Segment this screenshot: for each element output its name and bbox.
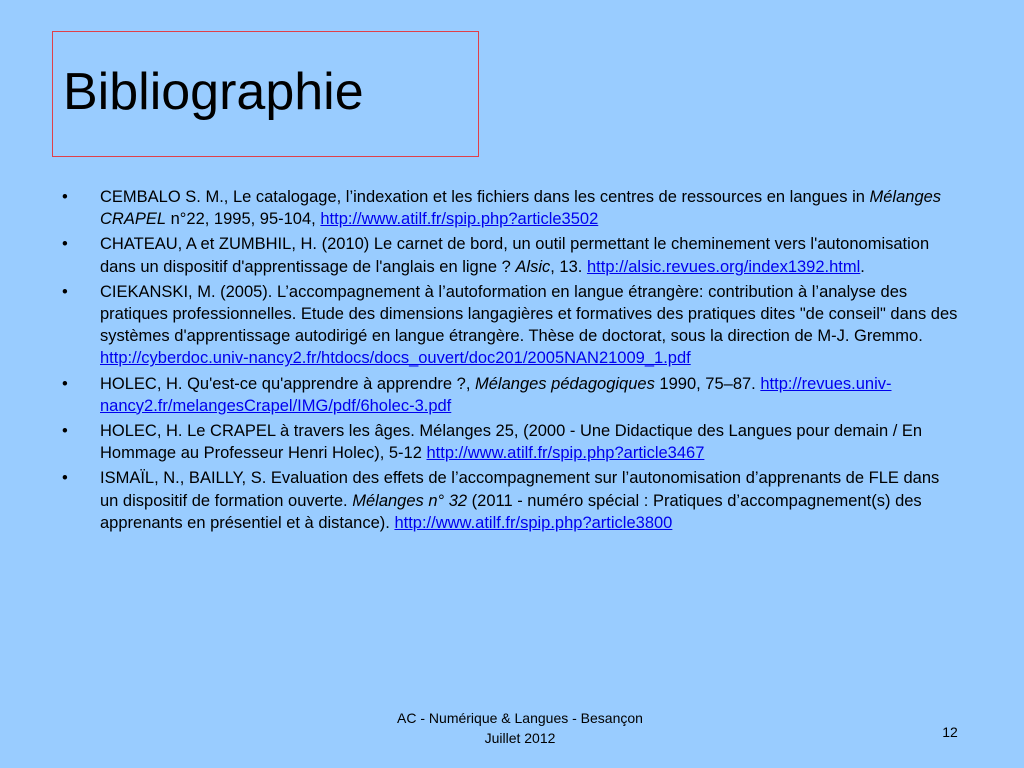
title-box [52, 31, 479, 157]
reference-journal: Alsic [515, 257, 551, 276]
footer-line-2: Juillet 2012 [484, 730, 556, 746]
reference-details: , 13. [550, 257, 587, 276]
footer-line-1: AC - Numérique & Langues - Besançon [397, 710, 643, 726]
reference-end: . [860, 257, 865, 276]
slide-footer [360, 708, 680, 748]
bullet: • [62, 188, 68, 206]
bullet: • [62, 422, 68, 441]
reference-text: CHATEAU, A et ZUMBHIL, H. (2010) Le carnet de bord, un outil permettant le cheminement vers l'autonomisation dans un dispositif d'apprentissage de l'anglais en ligne ? [100, 235, 930, 276]
bullet: • [62, 235, 68, 254]
reference-text: ISMAÏL, N., BAILLY, S. Evaluation des effets de l’accompagnement sur l’autonomisation d’apprenants de FLE dans un dispositif de formation ouverte. [100, 469, 940, 510]
reference-text: HOLEC, H. Le CRAPEL à travers les âges. Mélanges 25, (2000 - Une Didactique des Langues pour demain / En Hommage au Professeur Henri Holec), 5-12 [100, 422, 923, 463]
reference-item [62, 186, 962, 230]
bullet: • [62, 469, 68, 488]
reference-link[interactable]: http://alsic.revues.org/index1392.html [586, 257, 861, 276]
reference-journal: Mélanges n° 32 [352, 491, 468, 510]
reference-details: 1990, 75–87. [654, 374, 761, 393]
reference-item [62, 233, 962, 277]
reference-item [62, 373, 962, 417]
reference-item [62, 467, 962, 534]
reference-text: HOLEC, H. Qu'est-ce qu'apprendre à apprendre ?, [100, 374, 476, 393]
reference-link[interactable]: http://revues.univ-nancy2.fr/melangesCrapel/IMG/pdf/6holec-3.pdf [100, 374, 892, 415]
reference-item [62, 420, 962, 464]
reference-text: CEMBALO S. M., Le catalogage, l’indexation et les fichiers dans les centres de ressources en langues in [100, 188, 870, 206]
reference-link[interactable]: http://www.atilf.fr/spip.php?article3502 [320, 210, 599, 229]
bullet: • [62, 282, 68, 301]
bullet: • [62, 374, 68, 393]
page-number: 12 [942, 724, 958, 740]
reference-text: CIEKANSKI, M. (2005). L’accompagnement à l’autoformation en langue étrangère: contribution à l’analyse des pratiques professionnelles. Etude des dimensions langagières et formatives des pratiques dites "de conseil" dans des systèmes d'apprentissage autodirigé en langue étrangère. Thèse de doctorat, sous la direction de M-J. Gremmo. [100, 282, 958, 346]
reference-item [62, 281, 962, 370]
reference-list [62, 186, 962, 537]
reference-details: n°22, 1995, 95-104, [166, 210, 321, 229]
reference-details: (2011 - numéro spécial : Pratiques d’accompagnement(s) des apprenants en présentiel et à distance). [100, 491, 922, 532]
reference-journal: Mélanges pédagogiques [475, 374, 655, 393]
slide-title: Bibliographie [63, 63, 364, 121]
reference-journal: Mélanges CRAPEL [100, 188, 942, 229]
reference-link[interactable]: http://www.atilf.fr/spip.php?article3800 [394, 513, 673, 532]
reference-link[interactable]: http://cyberdoc.univ-nancy2.fr/htdocs/docs_ouvert/doc201/2005NAN21009_1.pdf [100, 349, 691, 368]
reference-link[interactable]: http://www.atilf.fr/spip.php?article3467 [426, 444, 705, 463]
